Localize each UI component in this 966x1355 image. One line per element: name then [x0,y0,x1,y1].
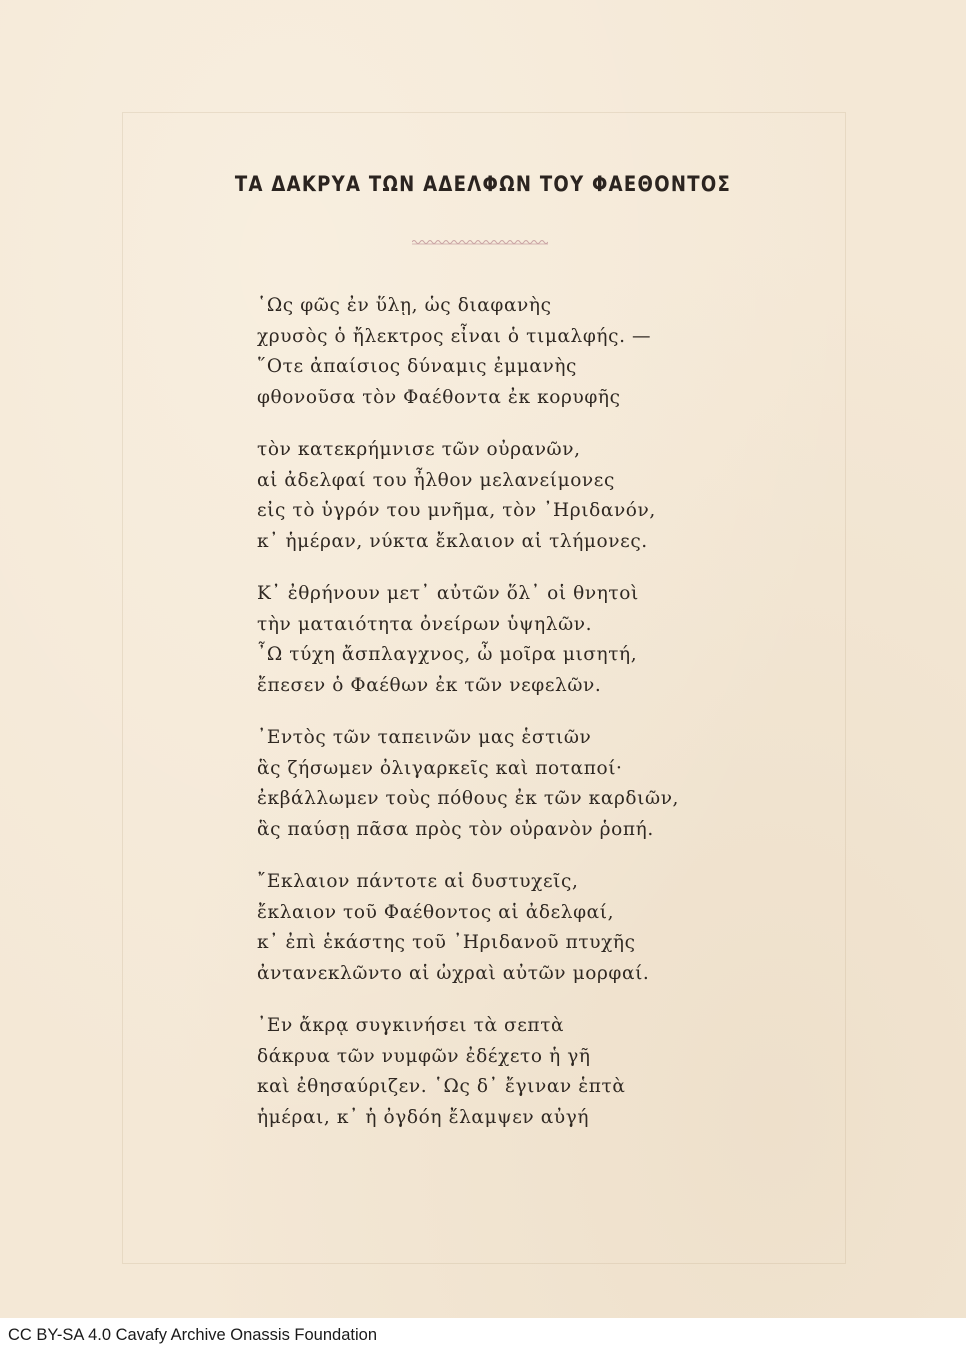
poem-line: εἰς τὸ ὑγρόν του μνῆμα, τὸν ᾿Ηριδανόν, [257,500,656,521]
poem-line: ἡμέραι, κ᾿ ἡ ὀγδόη ἔλαμψεν αὐγή [257,1106,590,1128]
poem-body [257,291,697,1155]
poem-line: ῞Οτε ἀπαίσιος δύναμις ἐμμανὴς [257,356,577,377]
stanza [257,435,697,557]
poem-line: Κ᾿ ἐθρήνουν μετ᾿ αὐτῶν ὅλ᾿ οἱ θνητοὶ [257,583,639,604]
stanza [257,723,697,845]
poem-line: ἀντανεκλῶντο αἱ ὠχραὶ αὐτῶν μορφαί. [257,962,650,984]
stanza [257,579,697,701]
poem-line: καὶ ἐθησαύριζεν. ῾Ως δ᾿ ἔγιναν ἑπτὰ [257,1076,626,1097]
license-credit: CC BY-SA 4.0 Cavafy Archive Onassis Foundation [8,1326,377,1344]
wavy-line [412,241,548,244]
wavy-divider-ornament [412,236,548,248]
poem-line: κ᾿ ἡμέραν, νύκτα ἔκλαιον αἱ τλήμονες. [257,530,648,552]
stanza [257,867,697,989]
poem-line: ἔκλαιον τοῦ Φαέθοντος αἱ ἀδελφαί, [257,901,615,923]
poem-line: κ᾿ ἐπὶ ἑκάστης τοῦ ᾿Ηριδανοῦ πτυχῆς [257,932,636,953]
poem-line: φθονοῦσα τὸν Φαέθοντα ἐκ κορυφῆς [257,386,621,408]
poem-line: ῏Ω τύχη ἄσπλαγχνος, ὦ μοῖρα μισητή, [257,644,638,665]
poem-line: δάκρυα τῶν νυμφῶν ἐδέχετο ἡ γῆ [257,1045,591,1067]
poem-line: ᾿Εν ἄκρᾳ συγκινήσει τὰ σεπτὰ [257,1015,565,1036]
poem-line: τὴν ματαιότητα ὀνείρων ὑψηλῶν. [257,613,593,635]
poem-title: ΤΑ ΔΑΚΡΥΑ ΤΩΝ ΑΔΕΛΦΩΝ ΤΟΥ ΦΑΕΘΟΝΤΟΣ [234,172,732,196]
poem-line: ῾Ως φῶς ἐν ὕλῃ, ὡς διαφανὴς [257,295,552,316]
footer-bar [0,1318,966,1355]
poem-line: χρυσὸς ὁ ἤλεκτρος εἶναι ὁ τιμαλφής. — [257,325,652,347]
poem-line: ἃς ζήσωμεν ὀλιγαρκεῖς καὶ ποταποί· [257,757,623,779]
poem-line: αἱ ἀδελφαί του ἦλθον μελανείμονες [257,469,615,491]
stanza [257,1011,697,1133]
poem-line: ῎Εκλαιον πάντοτε αἱ δυστυχεῖς, [257,871,579,892]
poem-line: ἃς παύσῃ πᾶσα πρὸς τὸν οὐρανὸν ῥοπή. [257,818,654,840]
poem-line: τὸν κατεκρήμνισε τῶν οὐρανῶν, [257,439,581,460]
stanza [257,291,697,413]
poem-line: ἐκβάλλωμεν τοὺς πόθους ἐκ τῶν καρδιῶν, [257,788,680,809]
poem-line: ᾿Εντὸς τῶν ταπεινῶν μας ἑστιῶν [257,727,592,748]
poem-line: ἔπεσεν ὁ Φαέθων ἐκ τῶν νεφελῶν. [257,674,602,696]
